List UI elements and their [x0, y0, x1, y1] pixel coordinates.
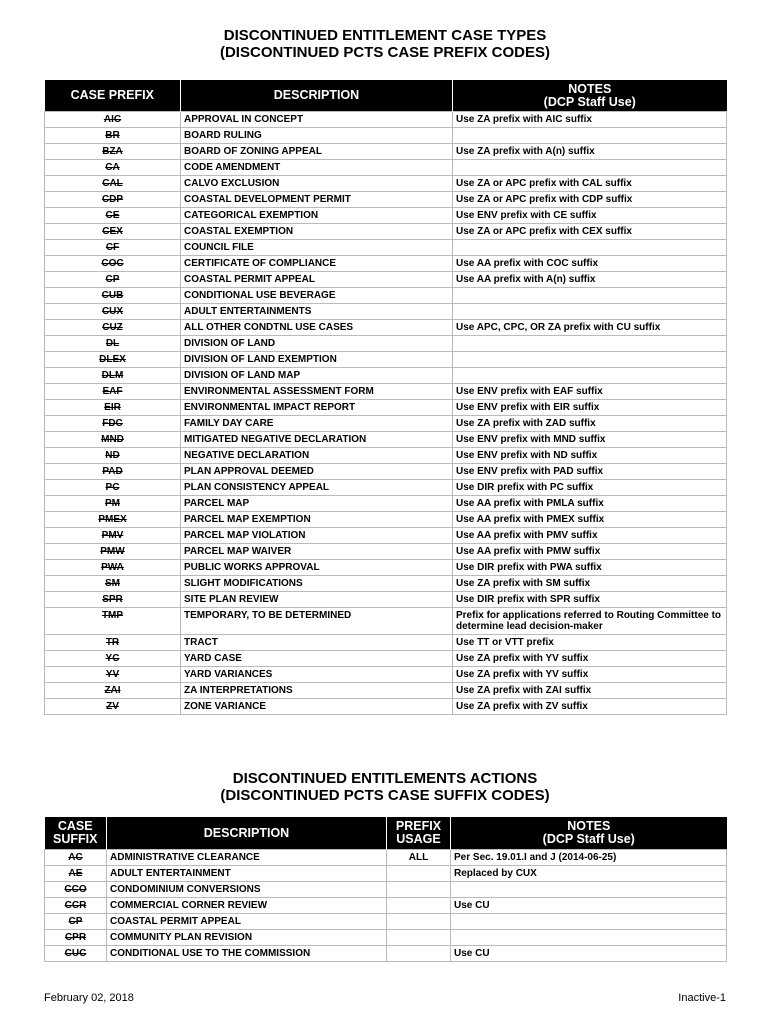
case-prefix-cell: PM	[45, 496, 181, 512]
case-prefix-cell: TR	[45, 635, 181, 651]
table-row	[45, 930, 727, 946]
notes-cell: Use CU	[451, 898, 727, 914]
table-row	[45, 882, 727, 898]
title-line-1: DISCONTINUED ENTITLEMENT CASE TYPES	[223, 27, 547, 44]
notes-cell	[453, 352, 727, 368]
notes-cell	[453, 160, 727, 176]
case-prefix-cell: DLM	[45, 368, 181, 384]
notes-cell: Use ZA prefix with AIC suffix	[453, 112, 727, 128]
description-cell: DIVISION OF LAND	[181, 336, 453, 352]
case-prefix-cell: EAF	[45, 384, 181, 400]
table-row	[45, 866, 727, 882]
table-row	[45, 448, 727, 464]
footer-page-number: Inactive-1	[678, 992, 726, 1004]
prefix-usage-cell	[387, 930, 451, 946]
header-notes-title: NOTES	[568, 81, 612, 96]
case-prefix-cell: BZA	[45, 144, 181, 160]
notes-cell: Use AA prefix with PMW suffix	[453, 544, 727, 560]
table-row	[45, 496, 727, 512]
description-cell: CATEGORICAL EXEMPTION	[181, 208, 453, 224]
notes-cell: Replaced by CUX	[451, 866, 727, 882]
table-row	[45, 464, 727, 480]
case-prefix-cell: BR	[45, 128, 181, 144]
case-prefix-cell: YC	[45, 651, 181, 667]
notes-cell: Use ZA prefix with ZAD suffix	[453, 416, 727, 432]
description-cell: TEMPORARY, TO BE DETERMINED	[181, 608, 453, 635]
prefix-usage-cell	[387, 866, 451, 882]
description-cell: COMMERCIAL CORNER REVIEW	[107, 898, 387, 914]
description-cell: YARD CASE	[181, 651, 453, 667]
table-row	[45, 192, 727, 208]
case-prefix-cell: MND	[45, 432, 181, 448]
table-row	[45, 432, 727, 448]
notes-cell: Use AA prefix with PMLA suffix	[453, 496, 727, 512]
table-row	[45, 144, 727, 160]
description-cell: FAMILY DAY CARE	[181, 416, 453, 432]
table-row	[45, 272, 727, 288]
notes-cell: Use DIR prefix with PC suffix	[453, 480, 727, 496]
notes-cell: Use ZA prefix with SM suffix	[453, 576, 727, 592]
header-notes	[451, 817, 727, 850]
table-row	[45, 384, 727, 400]
prefix-usage-cell	[387, 882, 451, 898]
header-case-suffix	[45, 817, 107, 850]
table-row	[45, 240, 727, 256]
case-prefix-cell: PWA	[45, 560, 181, 576]
table-row	[45, 544, 727, 560]
notes-cell: Use DIR prefix with SPR suffix	[453, 592, 727, 608]
prefix-usage-cell	[387, 914, 451, 930]
table-row	[45, 683, 727, 699]
notes-cell: Use ENV prefix with EIR suffix	[453, 400, 727, 416]
description-cell: PLAN CONSISTENCY APPEAL	[181, 480, 453, 496]
case-suffix-cell: CUC	[45, 946, 107, 962]
case-prefix-cell: DLEX	[45, 352, 181, 368]
header-notes-subtitle: (DCP Staff Use)	[543, 94, 636, 109]
notes-cell: Use AA prefix with A(n) suffix	[453, 272, 727, 288]
case-prefix-cell: CEX	[45, 224, 181, 240]
description-cell: ADULT ENTERTAINMENT	[107, 866, 387, 882]
description-cell: PARCEL MAP VIOLATION	[181, 528, 453, 544]
description-cell: COASTAL EXEMPTION	[181, 224, 453, 240]
notes-cell: Use ZA prefix with A(n) suffix	[453, 144, 727, 160]
footer-date: February 02, 2018	[44, 992, 134, 1004]
table-row	[45, 128, 727, 144]
description-cell: ZONE VARIANCE	[181, 699, 453, 715]
notes-cell: Use AA prefix with PMEX suffix	[453, 512, 727, 528]
table-row	[45, 320, 727, 336]
description-cell: CERTIFICATE OF COMPLIANCE	[181, 256, 453, 272]
table-row	[45, 368, 727, 384]
notes-cell: Use APC, CPC, OR ZA prefix with CU suffix	[453, 320, 727, 336]
notes-cell	[453, 288, 727, 304]
case-suffix-cell: AE	[45, 866, 107, 882]
case-prefix-cell: TMP	[45, 608, 181, 635]
header-case-line: CASE	[57, 819, 93, 833]
description-cell: CONDITIONAL USE BEVERAGE	[181, 288, 453, 304]
case-prefix-cell: EIR	[45, 400, 181, 416]
case-prefix-table-body	[45, 112, 727, 715]
prefix-usage-cell	[387, 946, 451, 962]
header-prefix-line: PREFIX	[395, 819, 442, 833]
table-row	[45, 352, 727, 368]
case-prefix-cell: SM	[45, 576, 181, 592]
table-header-row	[45, 80, 727, 112]
description-cell: SLIGHT MODIFICATIONS	[181, 576, 453, 592]
table-header-row	[45, 817, 727, 850]
case-prefix-table	[44, 80, 727, 715]
case-suffix-table	[44, 817, 727, 962]
header-notes	[453, 80, 727, 112]
notes-cell: Use TT or VTT prefix	[453, 635, 727, 651]
notes-cell: Use ZA prefix with ZV suffix	[453, 699, 727, 715]
section-title	[0, 770, 770, 804]
table-row	[45, 176, 727, 192]
description-cell: PLAN APPROVAL DEEMED	[181, 464, 453, 480]
description-cell: COASTAL PERMIT APPEAL	[107, 914, 387, 930]
case-prefix-cell: YV	[45, 667, 181, 683]
description-cell: CONDOMINIUM CONVERSIONS	[107, 882, 387, 898]
table-row	[45, 699, 727, 715]
case-prefix-cell: DL	[45, 336, 181, 352]
notes-cell: Use DIR prefix with PWA suffix	[453, 560, 727, 576]
description-cell: CONDITIONAL USE TO THE COMMISSION	[107, 946, 387, 962]
header-description: DESCRIPTION	[107, 817, 387, 850]
notes-cell: Use CU	[451, 946, 727, 962]
case-prefix-cell: CUX	[45, 304, 181, 320]
description-cell: DIVISION OF LAND MAP	[181, 368, 453, 384]
notes-cell: Use ENV prefix with CE suffix	[453, 208, 727, 224]
table-row	[45, 898, 727, 914]
table-row	[45, 651, 727, 667]
description-cell: BOARD OF ZONING APPEAL	[181, 144, 453, 160]
case-prefix-cell: PAD	[45, 464, 181, 480]
description-cell: COMMUNITY PLAN REVISION	[107, 930, 387, 946]
notes-cell	[453, 336, 727, 352]
table-row	[45, 850, 727, 866]
description-cell: YARD VARIANCES	[181, 667, 453, 683]
description-cell: COUNCIL FILE	[181, 240, 453, 256]
table-row	[45, 528, 727, 544]
notes-cell	[453, 240, 727, 256]
table-row	[45, 480, 727, 496]
case-suffix-cell: CPR	[45, 930, 107, 946]
description-cell: PARCEL MAP WAIVER	[181, 544, 453, 560]
description-cell: BOARD RULING	[181, 128, 453, 144]
table-row	[45, 560, 727, 576]
description-cell: ENVIRONMENTAL IMPACT REPORT	[181, 400, 453, 416]
description-cell: NEGATIVE DECLARATION	[181, 448, 453, 464]
notes-cell: Per Sec. 19.01.I and J (2014-06-25)	[451, 850, 727, 866]
table-row	[45, 416, 727, 432]
section-title-line-1: DISCONTINUED ENTITLEMENTS ACTIONS	[232, 770, 538, 787]
table-row	[45, 608, 727, 635]
case-prefix-cell: SPR	[45, 592, 181, 608]
description-cell: PARCEL MAP	[181, 496, 453, 512]
table-row	[45, 160, 727, 176]
notes-cell	[451, 930, 727, 946]
header-suffix-line: SUFFIX	[53, 832, 98, 846]
notes-cell	[451, 914, 727, 930]
header-case-prefix: CASE PREFIX	[45, 80, 181, 112]
notes-cell: Use ENV prefix with EAF suffix	[453, 384, 727, 400]
table-row	[45, 304, 727, 320]
header-usage-line: USAGE	[396, 832, 441, 846]
notes-cell: Use ZA prefix with ZAI suffix	[453, 683, 727, 699]
case-suffix-table-body	[45, 850, 727, 962]
case-prefix-cell: AIC	[45, 112, 181, 128]
table-row	[45, 946, 727, 962]
prefix-usage-cell	[387, 898, 451, 914]
case-prefix-cell: CA	[45, 160, 181, 176]
case-prefix-cell: ZV	[45, 699, 181, 715]
case-suffix-cell: CCR	[45, 898, 107, 914]
table-row	[45, 112, 727, 128]
notes-cell: Prefix for applications referred to Routing Committee to determine lead decision-maker	[453, 608, 727, 635]
notes-cell: Use ZA or APC prefix with CAL suffix	[453, 176, 727, 192]
notes-cell: Use ENV prefix with PAD suffix	[453, 464, 727, 480]
case-prefix-cell: PMW	[45, 544, 181, 560]
notes-cell: Use AA prefix with PMV suffix	[453, 528, 727, 544]
case-prefix-cell: CUZ	[45, 320, 181, 336]
table-row	[45, 256, 727, 272]
case-prefix-cell: PMV	[45, 528, 181, 544]
table-row	[45, 288, 727, 304]
description-cell: APPROVAL IN CONCEPT	[181, 112, 453, 128]
case-prefix-cell: CUB	[45, 288, 181, 304]
notes-cell: Use ZA prefix with YV suffix	[453, 667, 727, 683]
table-row	[45, 208, 727, 224]
description-cell: ADMINISTRATIVE CLEARANCE	[107, 850, 387, 866]
case-prefix-cell: CDP	[45, 192, 181, 208]
notes-cell: Use ENV prefix with ND suffix	[453, 448, 727, 464]
notes-cell	[453, 304, 727, 320]
section-title-line-2: (DISCONTINUED PCTS CASE SUFFIX CODES)	[220, 787, 550, 804]
header-notes-subtitle: (DCP Staff Use)	[542, 832, 635, 846]
description-cell: ENVIRONMENTAL ASSESSMENT FORM	[181, 384, 453, 400]
case-prefix-cell: ND	[45, 448, 181, 464]
notes-cell	[453, 368, 727, 384]
description-cell: SITE PLAN REVIEW	[181, 592, 453, 608]
case-prefix-cell: CP	[45, 272, 181, 288]
notes-cell	[453, 128, 727, 144]
description-cell: TRACT	[181, 635, 453, 651]
description-cell: CODE AMENDMENT	[181, 160, 453, 176]
case-prefix-cell: PMEX	[45, 512, 181, 528]
table-row	[45, 576, 727, 592]
case-prefix-cell: FDC	[45, 416, 181, 432]
notes-cell: Use ZA or APC prefix with CDP suffix	[453, 192, 727, 208]
header-prefix-usage	[387, 817, 451, 850]
header-notes-title: NOTES	[567, 819, 611, 833]
case-prefix-cell: COC	[45, 256, 181, 272]
prefix-usage-cell: ALL	[387, 850, 451, 866]
notes-cell: Use ZA or APC prefix with CEX suffix	[453, 224, 727, 240]
case-prefix-cell: PC	[45, 480, 181, 496]
description-cell: COASTAL PERMIT APPEAL	[181, 272, 453, 288]
notes-cell	[451, 882, 727, 898]
notes-cell: Use ZA prefix with YV suffix	[453, 651, 727, 667]
case-suffix-cell: AC	[45, 850, 107, 866]
table-row	[45, 336, 727, 352]
document-title	[0, 27, 770, 61]
table-row	[45, 512, 727, 528]
case-prefix-cell: ZAI	[45, 683, 181, 699]
description-cell: MITIGATED NEGATIVE DECLARATION	[181, 432, 453, 448]
description-cell: PUBLIC WORKS APPROVAL	[181, 560, 453, 576]
description-cell: PARCEL MAP EXEMPTION	[181, 512, 453, 528]
table-row	[45, 667, 727, 683]
case-prefix-cell: CE	[45, 208, 181, 224]
case-suffix-cell: CCO	[45, 882, 107, 898]
table-row	[45, 914, 727, 930]
title-line-2: (DISCONTINUED PCTS CASE PREFIX CODES)	[219, 44, 551, 61]
table-row	[45, 592, 727, 608]
description-cell: ADULT ENTERTAINMENTS	[181, 304, 453, 320]
table-row	[45, 400, 727, 416]
description-cell: ZA INTERPRETATIONS	[181, 683, 453, 699]
description-cell: COASTAL DEVELOPMENT PERMIT	[181, 192, 453, 208]
case-suffix-cell: CP	[45, 914, 107, 930]
notes-cell: Use ENV prefix with MND suffix	[453, 432, 727, 448]
description-cell: ALL OTHER CONDTNL USE CASES	[181, 320, 453, 336]
header-description: DESCRIPTION	[181, 80, 453, 112]
notes-cell: Use AA prefix with COC suffix	[453, 256, 727, 272]
description-cell: DIVISION OF LAND EXEMPTION	[181, 352, 453, 368]
case-prefix-cell: CF	[45, 240, 181, 256]
table-row	[45, 224, 727, 240]
table-row	[45, 635, 727, 651]
description-cell: CALVO EXCLUSION	[181, 176, 453, 192]
case-prefix-cell: CAL	[45, 176, 181, 192]
